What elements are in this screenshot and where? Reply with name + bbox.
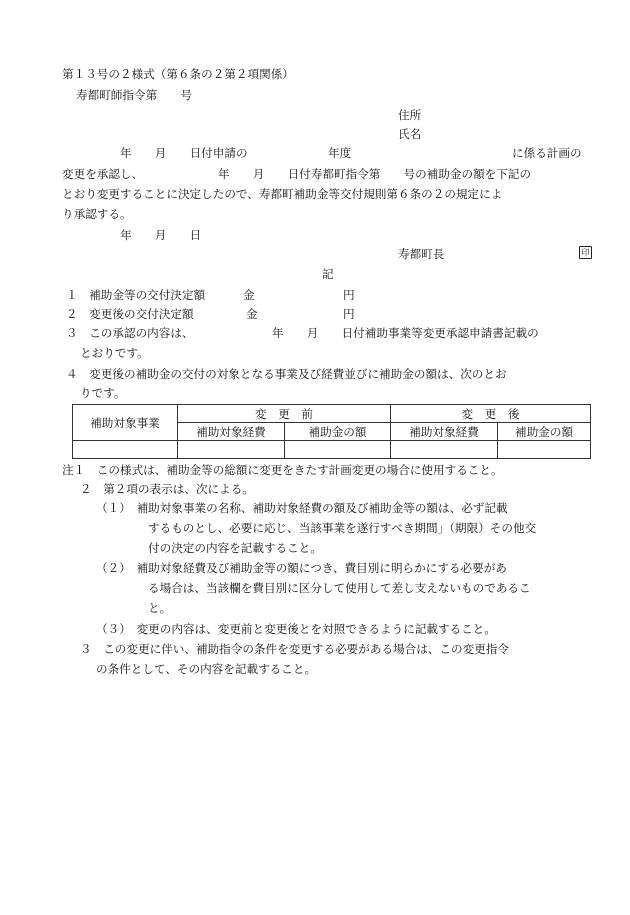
item1-yen: 円 [343, 288, 355, 302]
ki-heading: 記 [322, 267, 334, 281]
item2-yen: 円 [343, 307, 355, 321]
header-after: 変 更 後 [391, 405, 591, 423]
note-2-1-c: 付の決定の内容を記載すること。 [148, 541, 322, 555]
seal-mark: 印 [579, 246, 592, 259]
body-line1-fiscal-year: 年度 [328, 146, 352, 160]
note-2-1-a: （１） 補助対象事業の名称、補助対象経費の額及び補助金等の額は、必ず記載 [96, 501, 508, 515]
header-after-amount: 補助金の額 [498, 423, 591, 441]
header-after-expense: 補助対象経費 [391, 423, 498, 441]
note-3-b: の条件として、その内容を記載すること。 [96, 662, 317, 676]
item4-line-a: ４ 変更後の補助金の交付の対象となる事業及び経費並びに補助金の額は、次のとお [66, 367, 507, 381]
item1-kin: 金 [243, 288, 255, 302]
signer-title: 寿都町長 [398, 247, 445, 261]
note-2-3: （３） 変更の内容は、変更前と変更後とを対照できるように記載すること。 [96, 622, 496, 636]
item4-line-b: りです。 [80, 386, 126, 400]
note-1: 注１ この様式は、補助金等の総額に変更をきたす計画変更の場合に使用すること。 [62, 463, 503, 477]
body-line3: とおり変更することに決定したので、寿都町補助金等交付規則第６条の２の規定によ [62, 187, 503, 201]
note-2-2-a: （２） 補助対象経費及び補助金等の額につき、費目別に明らかにする必要があ [96, 561, 507, 575]
table-cell[interactable] [391, 441, 498, 459]
note-2: ２ 第２項の表示は、次による。 [80, 482, 254, 496]
body-line2-mid: 年 月 日付寿都町指令第 号の補助金の額を下記の [218, 167, 532, 181]
table-cell[interactable] [73, 441, 178, 459]
item1-label: １ 補助金等の交付決定額 [66, 288, 206, 302]
table-cell[interactable] [498, 441, 591, 459]
table-row [73, 441, 591, 459]
item3-line-b: 年 月 日付補助事業等変更承認申請書記載の [272, 326, 539, 340]
note-2-2-b: る場合は、当該欄を費目別に区分して使用して差し支えないものであるこ [148, 581, 531, 595]
body-line4: り承認する。 [62, 207, 132, 221]
item3-line-a: ３ この承認の内容は、 [66, 326, 194, 340]
table-cell[interactable] [178, 441, 285, 459]
note-2-2-c: と。 [148, 601, 172, 615]
name-label: 氏名 [398, 127, 422, 141]
note-3-a: ３ この変更に伴い、補助指令の条件を変更する必要がある場合は、この変更指令 [80, 642, 509, 656]
body-line1-date: 年 月 日付申請の [120, 146, 248, 160]
issue-date: 年 月 日 [120, 228, 202, 242]
note-2-1-b: するものとし、必要に応じ、当該事業を遂行すべき期間」（期限）その他交 [148, 521, 537, 535]
header-project: 補助対象事業 [73, 405, 178, 441]
header-before: 変 更 前 [178, 405, 391, 423]
item2-kin: 金 [246, 307, 258, 321]
item2-label: ２ 変更後の交付決定額 [66, 307, 194, 321]
table-cell[interactable] [285, 441, 391, 459]
reference-number: 寿都町師指令第 号 [76, 88, 192, 102]
header-before-expense: 補助対象経費 [178, 423, 285, 441]
form-number: 第１３号の２様式（第６条の２第２項関係） [62, 67, 294, 81]
body-line1-end: に係る計画の [512, 146, 582, 160]
body-line2-start: 変更を承認し、 [62, 167, 144, 181]
change-table [72, 404, 591, 459]
address-label: 住所 [398, 108, 422, 122]
item3-line-c: とおりです。 [80, 346, 149, 360]
header-before-amount: 補助金の額 [285, 423, 391, 441]
